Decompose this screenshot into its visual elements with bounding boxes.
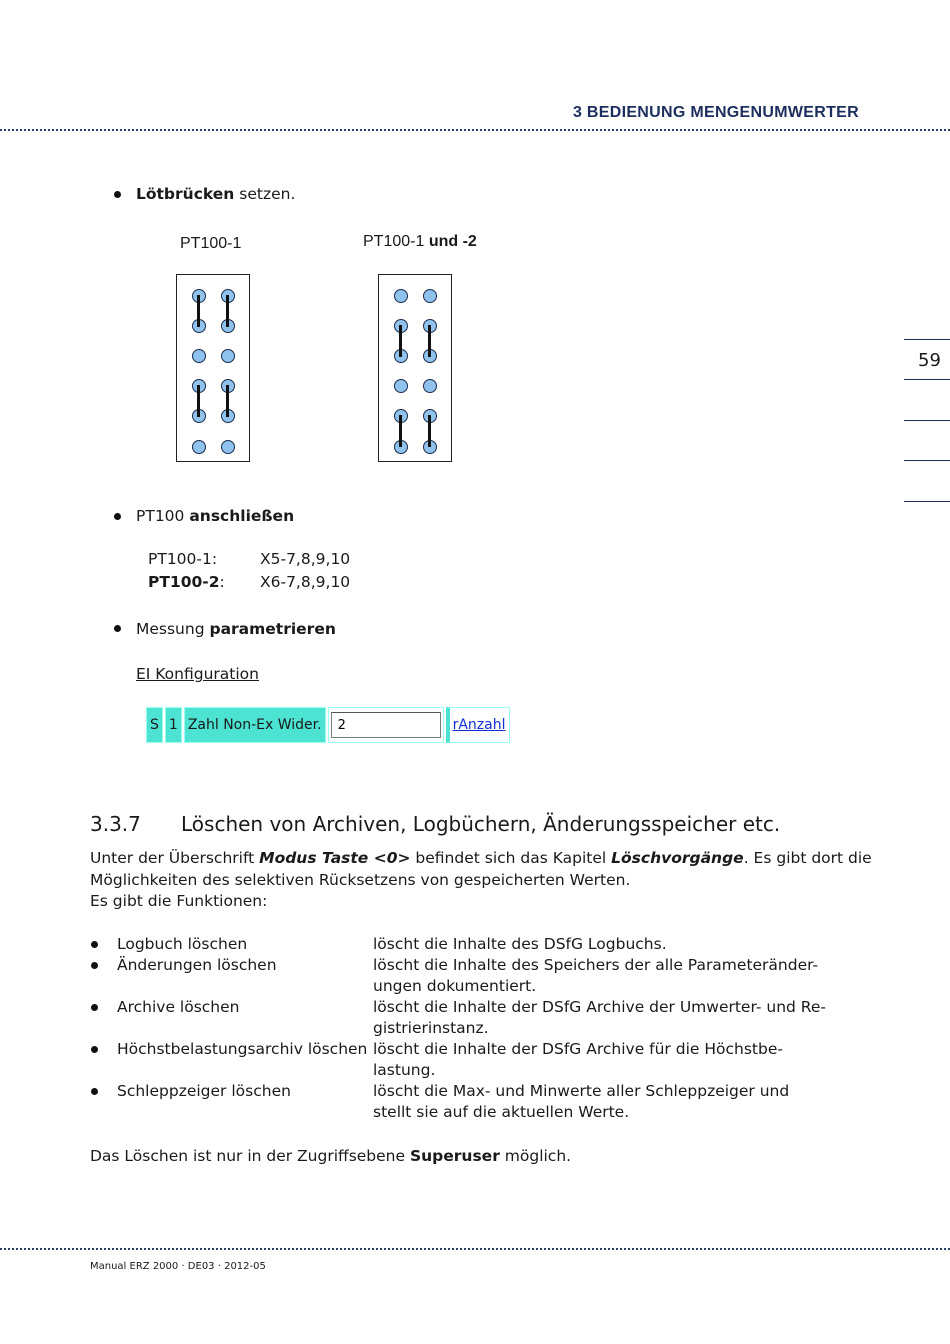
config-cell-s: S xyxy=(146,707,163,743)
function-desc: löscht die Max- und Minwerte aller Schleppzeiger und xyxy=(373,1082,790,1100)
function-desc: ungen dokumentiert. xyxy=(373,977,537,995)
function-desc: löscht die Inhalte der DSfG Archive für die Höchstbe- xyxy=(373,1040,783,1058)
solder-bridge xyxy=(226,295,229,327)
solder-board-pt100-1-2 xyxy=(378,274,452,462)
page-number: 59 xyxy=(918,350,941,371)
diagram-right-title: PT100-1 und -2 xyxy=(363,233,477,250)
solder-pad xyxy=(394,379,408,393)
bullet xyxy=(114,625,121,632)
footer-divider xyxy=(0,1248,950,1250)
function-name: Schleppzeiger löschen xyxy=(117,1082,291,1100)
diagram-left-title: PT100-1 xyxy=(180,235,242,252)
function-desc: stellt sie auf die aktuellen Werte. xyxy=(373,1103,630,1121)
closing-note: Das Löschen ist nur in der Zugriffsebene Superuser möglich. xyxy=(90,1147,572,1165)
bullet xyxy=(91,1046,98,1053)
section-number: 3.3.7 xyxy=(90,812,141,836)
function-name: Logbuch löschen xyxy=(117,935,248,953)
function-desc: löscht die Inhalte des DSfG Logbuchs. xyxy=(373,935,667,953)
solder-pad xyxy=(192,440,206,454)
header-divider xyxy=(0,129,950,131)
solder-pad xyxy=(394,289,408,303)
intro-line-3: Es gibt die Funktionen: xyxy=(90,892,268,910)
zahl-non-ex-wider-input[interactable] xyxy=(331,712,441,738)
tab-marker xyxy=(904,379,950,380)
solder-pad xyxy=(221,349,235,363)
config-link-cell xyxy=(446,707,510,743)
connection-value: X5-7,8,9,10 xyxy=(260,550,351,568)
bullet xyxy=(91,1088,98,1095)
step-loetbruecken: Lötbrücken setzen. xyxy=(136,185,296,203)
solder-bridge xyxy=(226,385,229,417)
solder-bridge xyxy=(197,385,200,417)
intro-line-1: Unter der Überschrift Modus Taste <0> befindet sich das Kapitel Löschvorgänge. Es gibt dort die xyxy=(90,849,872,867)
solder-bridge xyxy=(399,325,402,357)
connection-label: PT100-1: xyxy=(148,550,218,568)
solder-pad xyxy=(192,349,206,363)
function-desc: gistrierinstanz. xyxy=(373,1019,489,1037)
footer-text: Manual ERZ 2000 · DE03 · 2012-05 xyxy=(90,1261,266,1272)
tab-marker xyxy=(904,460,950,461)
function-desc: löscht die Inhalte des Speichers der alle Parameteränder- xyxy=(373,956,819,974)
solder-board-pt100-1 xyxy=(176,274,250,462)
bullet xyxy=(114,513,121,520)
bullet xyxy=(114,191,121,198)
function-desc: löscht die Inhalte der DSfG Archive der Umwerter- und Re- xyxy=(373,998,826,1016)
config-cell-index: 1 xyxy=(165,707,182,743)
solder-bridge xyxy=(399,415,402,447)
bullet xyxy=(91,962,98,969)
chapter-heading: 3 BEDIENUNG MENGENUMWERTER xyxy=(572,104,859,121)
bullet xyxy=(91,941,98,948)
config-row xyxy=(146,707,510,743)
ranzahl-link[interactable]: rAnzahl xyxy=(452,717,506,733)
function-name: Archive löschen xyxy=(117,998,240,1016)
connection-label: PT100-2: xyxy=(148,573,225,591)
function-desc: lastung. xyxy=(373,1061,436,1079)
tab-marker xyxy=(904,501,950,502)
config-input-cell xyxy=(328,707,444,743)
intro-line-2: Möglichkeiten des selektiven Rücksetzens von gespeicherten Werten. xyxy=(90,871,631,889)
solder-pad xyxy=(221,440,235,454)
solder-bridge xyxy=(428,415,431,447)
tab-marker xyxy=(904,420,950,421)
bullet xyxy=(91,1004,98,1011)
solder-bridge xyxy=(197,295,200,327)
step-messung-parametrieren: Messung parametrieren xyxy=(136,620,336,638)
connection-value: X6-7,8,9,10 xyxy=(260,573,351,591)
tab-marker xyxy=(904,339,950,340)
solder-bridge xyxy=(428,325,431,357)
function-name: Höchstbelastungsarchiv löschen xyxy=(117,1040,368,1058)
config-cell-label: Zahl Non-Ex Wider. xyxy=(184,707,326,743)
step-pt100-anschliessen: PT100 anschließen xyxy=(136,507,295,525)
config-heading: EI Konfiguration xyxy=(136,665,259,683)
function-name: Änderungen löschen xyxy=(117,956,277,974)
solder-pad xyxy=(423,289,437,303)
solder-pad xyxy=(423,379,437,393)
section-title: Löschen von Archiven, Logbüchern, Änderungsspeicher etc. xyxy=(181,812,781,836)
